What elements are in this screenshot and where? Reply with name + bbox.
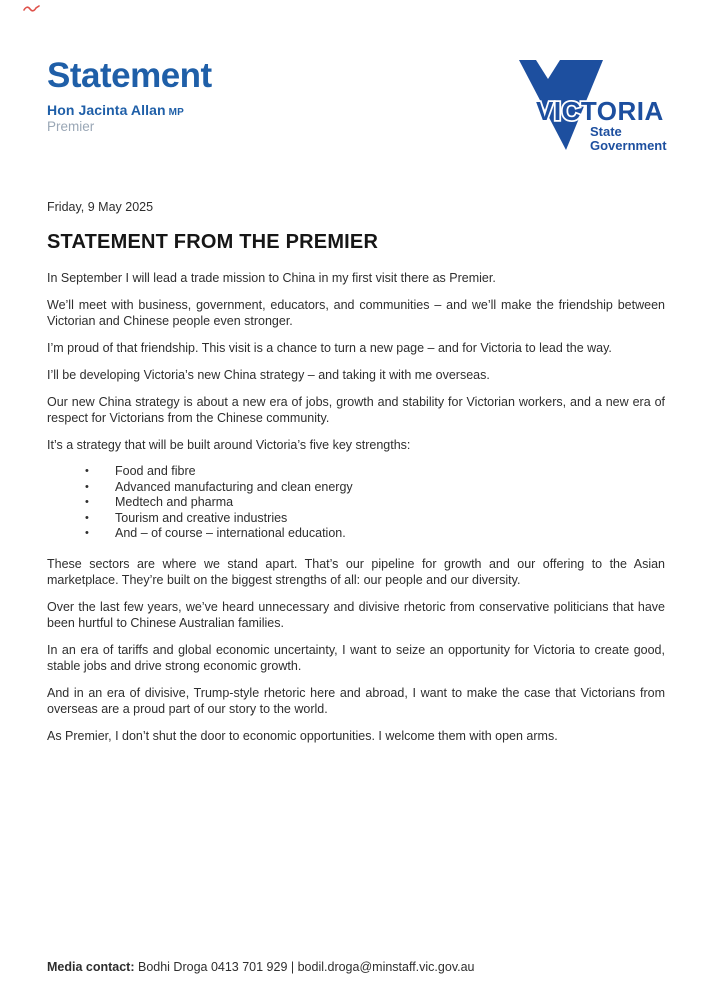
author-role: Premier	[47, 118, 95, 134]
logo-subline-government: Government	[590, 138, 667, 153]
list-item	[85, 464, 665, 480]
paragraph: We’ll meet with business, government, educators, and communities – and we’ll make the friendship between Victorian and Chinese people even stronger.	[47, 298, 665, 328]
media-contact-footer	[47, 960, 665, 974]
author-name-text: Hon Jacinta Allan	[47, 101, 166, 118]
bullet-icon: •	[85, 480, 89, 493]
bullet-icon: •	[85, 496, 89, 508]
paragraph: These sectors are where we stand apart. That’s our pipeline for growth and our offering to the Asian marketplace. They’re built on the biggest strengths of all: our people and our diversity.	[47, 556, 665, 587]
logo-wordmark: VICTORIA	[536, 96, 664, 126]
paragraph: As Premier, I don’t shut the door to economic opportunities. I welcome them with open arms.	[47, 728, 558, 743]
bullet-icon: •	[85, 527, 89, 539]
list-item-text: Medtech and pharma	[115, 495, 234, 509]
victoria-state-government-logo	[510, 57, 668, 153]
paragraph: And in an era of divisive, Trump-style rhetoric here and abroad, I want to make the case that Victorians from overseas are a proud part of our story to the world.	[47, 685, 665, 716]
key-strengths-list	[47, 464, 665, 542]
paragraph: I’m proud of that friendship. This visit is a chance to turn a new page – and for Victoria to lead the way.	[47, 341, 612, 355]
logo-subline-state: State	[590, 124, 622, 139]
bullet-icon: •	[85, 511, 89, 524]
list-item-text: Tourism and creative industries	[115, 510, 288, 525]
media-contact-label: Media contact:	[47, 960, 135, 974]
masthead-title: Statement	[47, 56, 212, 95]
author-suffix: MP	[168, 106, 184, 118]
list-item	[85, 511, 665, 527]
paragraph: In an era of tariffs and global economic uncertainty, I want to seize an opportunity for Victoria to create good, stable jobs and drive strong economic growth.	[47, 642, 665, 673]
list-item	[85, 480, 665, 496]
letterhead	[0, 0, 710, 153]
document-body	[0, 200, 710, 744]
media-contact-details: Bodhi Droga 0413 701 929 | bodil.droga@minstaff.vic.gov.au	[134, 960, 475, 974]
paragraph: In September I will lead a trade mission to China in my first visit there as Premier.	[47, 271, 496, 285]
list-item-text: And – of course – international education.	[115, 526, 346, 540]
list-item-text: Food and fibre	[115, 464, 196, 478]
page-title: STATEMENT FROM THE PREMIER	[47, 231, 379, 253]
paragraph: It’s a strategy that will be built around Victoria’s five key strengths:	[47, 438, 411, 452]
date-line: Friday, 9 May 2025	[47, 200, 154, 214]
paragraph: Over the last few years, we’ve heard unnecessary and divisive rhetoric from conservative politicians that have been hurtful to Chinese Australian families.	[47, 599, 665, 630]
list-item	[85, 495, 665, 511]
bullet-icon: •	[85, 465, 89, 477]
paragraph: Our new China strategy is about a new era of jobs, growth and stability for Victorian workers, and a new era of respect for Victorians from the Chinese community.	[47, 395, 665, 425]
list-item-text: Advanced manufacturing and clean energy	[115, 479, 353, 494]
paragraph: I’ll be developing Victoria’s new China strategy – and taking it with me overseas.	[47, 368, 490, 382]
list-item	[85, 526, 665, 542]
